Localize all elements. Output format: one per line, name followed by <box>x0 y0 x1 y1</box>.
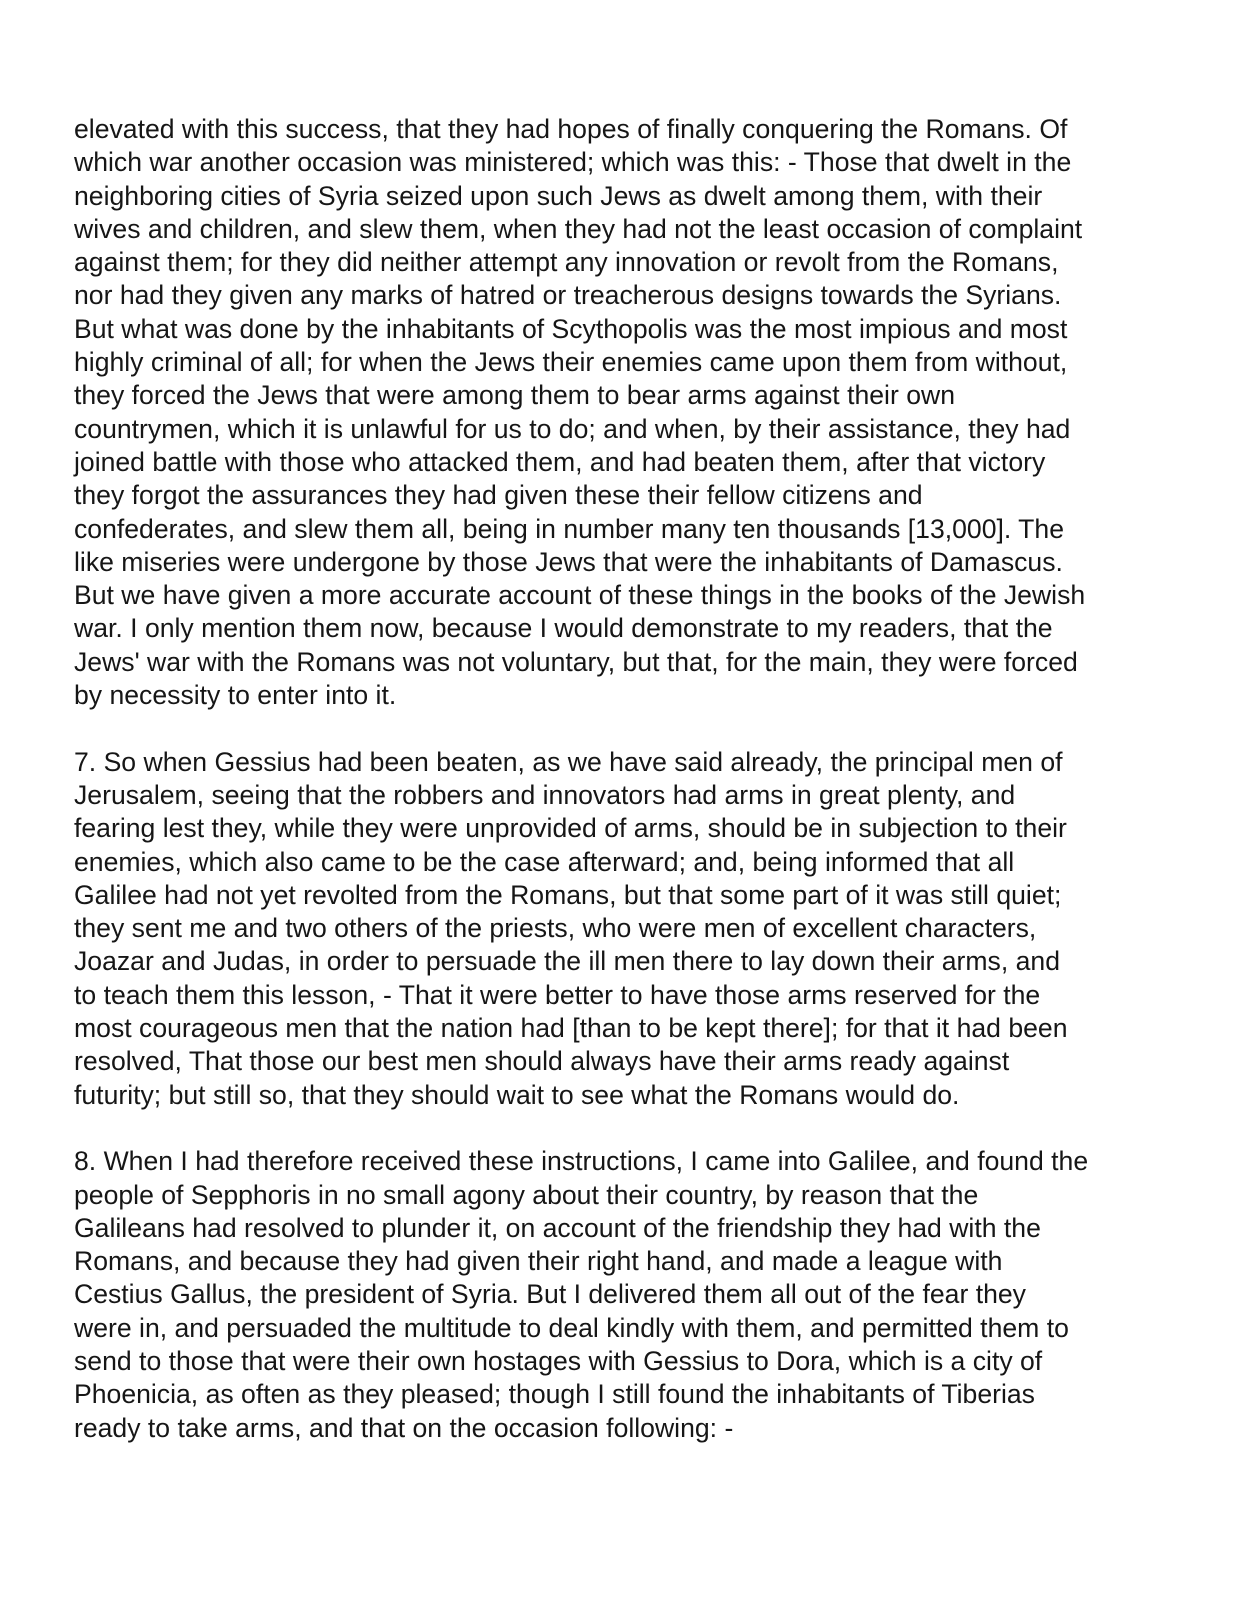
paragraph-section-7 <box>74 746 1154 1112</box>
text-line: Romans, and because they had given their right hand, and made a league with <box>74 1246 1003 1277</box>
text-line: like miseries were undergone by those Jews that were the inhabitants of Damascus. <box>74 546 1063 577</box>
text-line: enemies, which also came to be the case afterward; and, being informed that all <box>74 846 1015 877</box>
text-line: ready to take arms, and that on the occasion following: - <box>74 1412 734 1443</box>
text-line: elevated with this success, that they had hopes of finally conquering the Romans. Of <box>74 114 1068 144</box>
text-line: fearing lest they, while they were unprovided of arms, should be in subjection to their <box>74 813 1067 844</box>
text-line: they forced the Jews that were among them to bear arms against their own <box>74 380 955 411</box>
text-line: to teach them this lesson, - That it were better to have those arms reserved for the <box>74 979 1041 1010</box>
text-line: they forgot the assurances they had given these their fellow citizens and <box>74 480 923 511</box>
text-line: joined battle with those who attacked them, and had beaten them, after that victory <box>74 446 1046 477</box>
text-line: But what was done by the inhabitants of Scythopolis was the most impious and most <box>74 313 1068 344</box>
paragraph-spacer <box>74 1112 1154 1145</box>
text-line: were in, and persuaded the multitude to deal kindly with them, and permitted them to <box>74 1312 1069 1343</box>
text-line: confederates, and slew them all, being in number many ten thousands [13,000]. The <box>74 513 1065 544</box>
text-line: Cestius Gallus, the president of Syria. But I delivered them all out of the fear they <box>74 1279 1026 1310</box>
text-line: resolved, That those our best men should always have their arms ready against <box>74 1046 1010 1077</box>
text-line: futurity; but still so, that they should wait to see what the Romans would do. <box>74 1079 960 1110</box>
text-line: Jerusalem, seeing that the robbers and innovators had arms in great plenty, and <box>74 779 1016 810</box>
text-line: by necessity to enter into it. <box>74 680 397 711</box>
text-line: which war another occasion was ministered; which was this: - Those that dwelt in the <box>74 147 1072 178</box>
text-line: most courageous men that the nation had [than to be kept there]; for that it had been <box>74 1013 1068 1044</box>
text-line: against them; for they did neither attempt any innovation or revolt from the Romans, <box>74 247 1059 278</box>
text-line: war. I only mention them now, because I would demonstrate to my readers, that the <box>74 613 1053 644</box>
text-line: they sent me and two others of the priests, who were men of excellent characters, <box>74 913 1037 944</box>
text-line: Galilee had not yet revolted from the Romans, but that some part of it was still quiet; <box>74 879 1062 910</box>
text-line: 8. When I had therefore received these instructions, I came into Galilee, and found the <box>74 1146 1089 1177</box>
text-line: 7. So when Gessius had been beaten, as we have said already, the principal men of <box>74 746 1063 777</box>
document-body <box>74 113 1154 1445</box>
paragraph-continuation <box>74 113 1154 712</box>
text-line: send to those that were their own hostages with Gessius to Dora, which is a city of <box>74 1345 1043 1376</box>
text-line: Galileans had resolved to plunder it, on account of the friendship they had with the <box>74 1212 1041 1243</box>
text-line: Phoenicia, as often as they pleased; though I still found the inhabitants of Tiberias <box>74 1379 1035 1410</box>
paragraph-spacer <box>74 712 1154 745</box>
text-line: Joazar and Judas, in order to persuade the ill men there to lay down their arms, and <box>74 946 1060 977</box>
text-line: highly criminal of all; for when the Jews their enemies came upon them from without, <box>74 347 1068 378</box>
paragraph-section-8 <box>74 1145 1154 1445</box>
text-line: Jews' war with the Romans was not voluntary, but that, for the main, they were forced <box>74 646 1078 677</box>
text-line: countrymen, which it is unlawful for us to do; and when, by their assistance, they had <box>74 413 1071 444</box>
text-line: nor had they given any marks of hatred or treacherous designs towards the Syrians. <box>74 280 1062 311</box>
text-line: wives and children, and slew them, when they had not the least occasion of complaint <box>74 213 1083 244</box>
text-line: people of Sepphoris in no small agony about their country, by reason that the <box>74 1179 979 1210</box>
text-line: neighboring cities of Syria seized upon such Jews as dwelt among them, with their <box>74 180 1043 211</box>
text-line: But we have given a more accurate account of these things in the books of the Jewish <box>74 580 1086 611</box>
